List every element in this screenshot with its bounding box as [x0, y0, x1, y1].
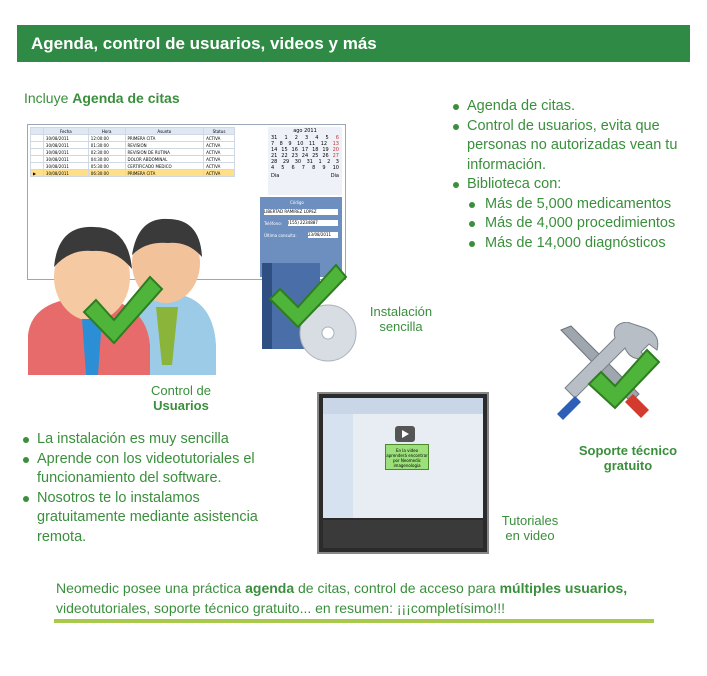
summary-t3: videotutoriales, soporte técnico gratuito... en resumen: ¡¡¡completísimo!!!	[56, 600, 505, 616]
control-line1: Control de	[151, 383, 211, 398]
prev-day: Dia	[271, 173, 280, 179]
tutoriales-line1: Tutoriales	[501, 513, 559, 528]
features-list	[451, 97, 691, 253]
control-caption	[136, 383, 226, 413]
form-codigo-label: Código	[290, 200, 304, 205]
instalacion-line2: sencilla	[379, 319, 423, 334]
list-item: Biblioteca con:	[451, 175, 691, 195]
software-box-icon	[256, 255, 366, 365]
users-illustration-icon	[28, 205, 218, 375]
instalacion-caption	[356, 304, 446, 334]
form-telefono-label: Teléfono:	[264, 221, 282, 226]
table-row: 30/08/2011 12:00:00 PRIMERA CITA ACTIVA	[31, 135, 235, 142]
calendar-title: ago 2011	[293, 128, 317, 134]
form-telefono-field: (155) 2234887	[288, 220, 338, 226]
summary-text	[56, 578, 676, 618]
calendar-widget: ago 2011 31 1 2 3 4 5 6 7 8 9 10 11 12 13 14 15 16 17 18 19 20 21 22 23 24 25 26 27 28 29 30 31 1 2 3 4 5 6 7 8 9 10 Dia Dia	[268, 127, 342, 195]
soporte-line2: gratuito	[603, 458, 653, 473]
list-item: Agenda de citas.	[451, 97, 691, 117]
list-item: Nosotros te lo instalamos gratuitamente mediante asistencia remota.	[21, 489, 281, 548]
form-ultima-label: Última consulta:	[264, 233, 297, 238]
tools-icon	[553, 322, 665, 422]
col-status: Status	[204, 128, 235, 135]
table-row: ▶ 30/08/2011 06:30:00 PRIMERA CITA ACTIVA	[31, 170, 235, 177]
summary-b2: múltiples usuarios,	[499, 580, 628, 596]
col-fecha: Fecha	[43, 128, 88, 135]
agenda-label-prefix: Incluye	[24, 90, 73, 106]
appointments-table	[30, 127, 235, 187]
table-row: 30/08/2011 01:30:00 REVISION ACTIVA	[31, 142, 235, 149]
installation-list	[21, 430, 281, 547]
summary-t2: de citas, control de acceso para	[294, 580, 500, 596]
table-row: 30/08/2011 02:30:00 REVISION DE RUTINA ACTIVA	[31, 149, 235, 156]
banner-title: Agenda, control de usuarios, videos y más	[31, 34, 377, 53]
list-item: Más de 14,000 diagnósticos	[451, 234, 691, 254]
soporte-caption	[565, 443, 691, 473]
col-hora: Hora	[88, 128, 125, 135]
control-line2: Usuarios	[153, 398, 209, 413]
list-item: Más de 4,000 procedimientos	[451, 214, 691, 234]
next-day: Dia	[330, 173, 339, 179]
agenda-label	[24, 90, 180, 106]
tutoriales-line2: en video	[505, 528, 555, 543]
summary-underline	[54, 619, 654, 623]
form-ultima-field: 23/08/2011	[308, 232, 338, 238]
video-note: En la video aprenderá encontrar por Neomedic imagenologia	[385, 444, 429, 470]
summary-t1: Neomedic posee una práctica	[56, 580, 246, 596]
header-banner	[17, 25, 690, 62]
list-item: Control de usuarios, evita que personas no autorizadas vean tu información.	[451, 117, 691, 176]
list-item: Aprende con los videotutoriales el funcionamiento del software.	[21, 450, 281, 489]
tutoriales-caption	[492, 513, 568, 543]
table-row: 30/08/2011 05:30:00 CERTIFICADO MEDICO ACTIVA	[31, 163, 235, 170]
play-icon[interactable]	[395, 426, 415, 442]
agenda-label-bold: Agenda de citas	[72, 90, 180, 106]
table-row: 30/08/2011 04:30:00 DOLOR ABDOMINAL ACTIVA	[31, 156, 235, 163]
summary-b1: agenda	[245, 580, 295, 596]
col-asunto: Asunto	[125, 128, 204, 135]
soporte-line1: Soporte técnico	[578, 443, 678, 458]
video-frame	[323, 398, 483, 518]
instalacion-line1: Instalación	[369, 304, 433, 319]
list-item: Más de 5,000 medicamentos	[451, 195, 691, 215]
video-thumbnail[interactable]	[317, 392, 489, 554]
list-item: La instalación es muy sencilla	[21, 430, 281, 450]
form-name-field: LIBERTAD RAMIREZ LOPEZ	[264, 209, 338, 215]
